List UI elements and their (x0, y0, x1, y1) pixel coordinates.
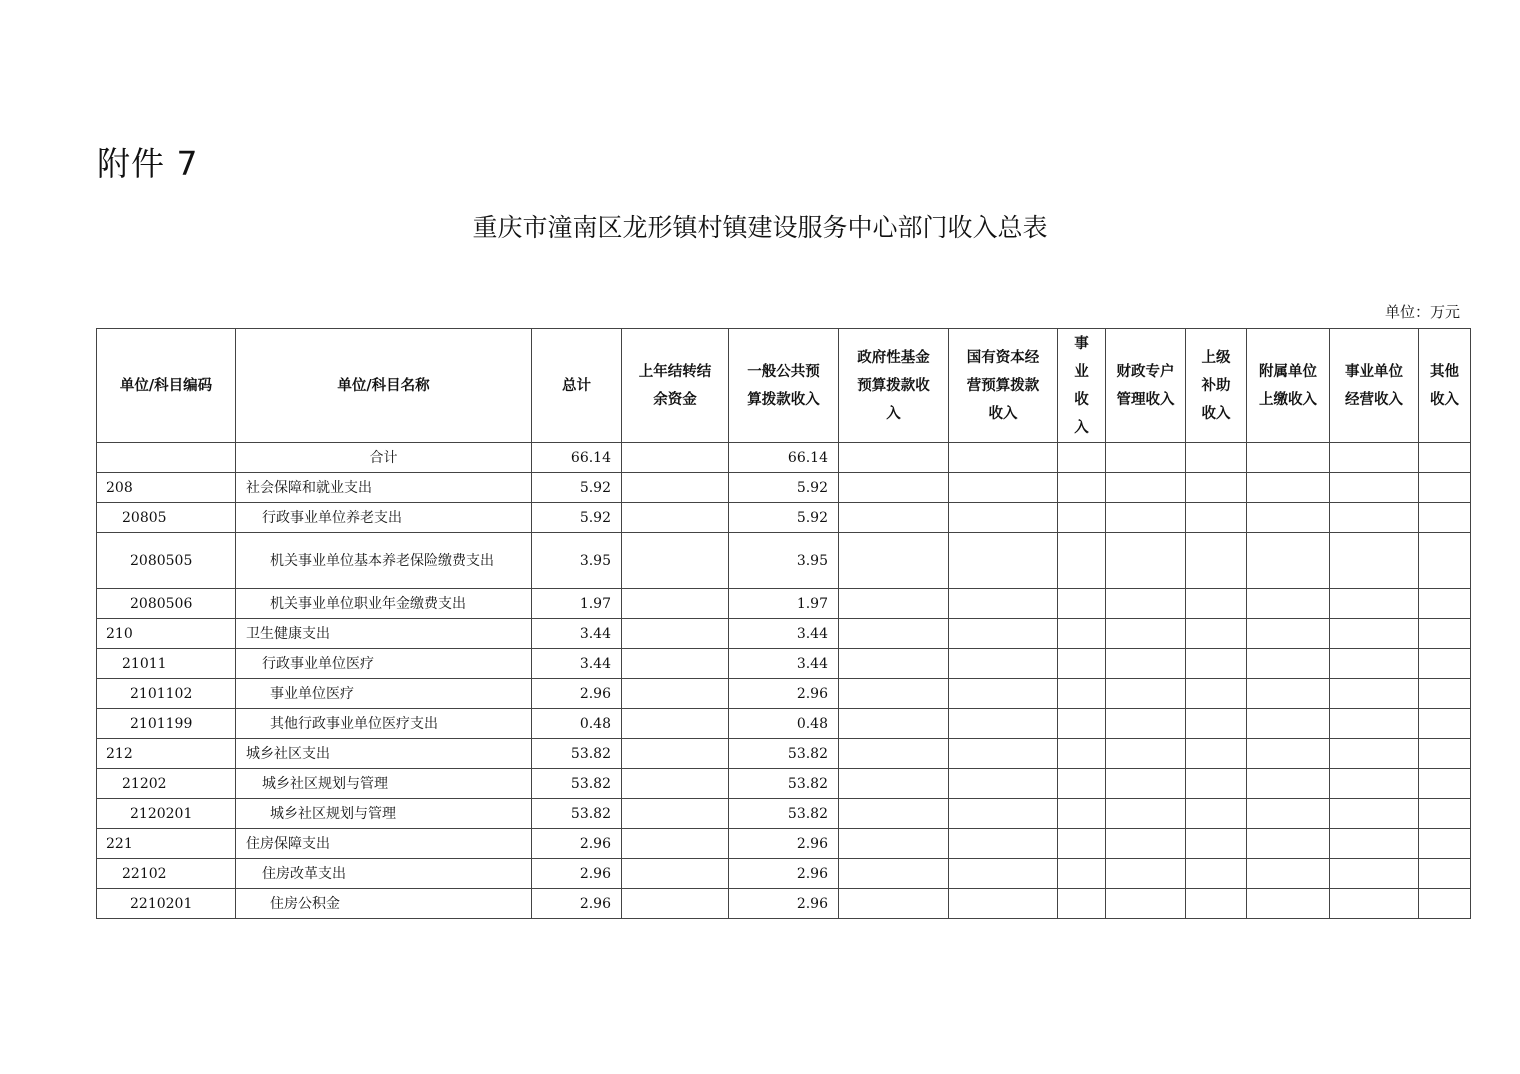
table-row (97, 769, 1471, 799)
attachment-label: 附件 7 (97, 144, 199, 183)
header-total: 总计 (532, 329, 622, 443)
row-code: 208 (97, 473, 236, 503)
row-total: 53.82 (532, 799, 622, 829)
table-row (97, 649, 1471, 679)
row-code: 2210201 (97, 889, 236, 919)
row-name: 机关事业单位职业年金缴费支出 (236, 589, 532, 619)
table-row (97, 709, 1471, 739)
row-total: 2.96 (532, 889, 622, 919)
row-total: 66.14 (532, 443, 622, 473)
header-fiscal-account: 财政专户管理收入 (1106, 329, 1186, 443)
row-total: 3.44 (532, 619, 622, 649)
row-general-budget: 3.44 (729, 619, 839, 649)
row-total: 2.96 (532, 829, 622, 859)
table-row (97, 533, 1471, 589)
row-code (97, 443, 236, 473)
row-name: 住房公积金 (236, 889, 532, 919)
row-name: 社会保障和就业支出 (236, 473, 532, 503)
row-name: 卫生健康支出 (236, 619, 532, 649)
row-name: 其他行政事业单位医疗支出 (236, 709, 532, 739)
table-row (97, 473, 1471, 503)
unit-label: 单位：万元 (1384, 303, 1460, 321)
row-general-budget: 66.14 (729, 443, 839, 473)
row-total: 5.92 (532, 503, 622, 533)
page-title: 重庆市潼南区龙形镇村镇建设服务中心部门收入总表 (472, 213, 1048, 242)
table-row (97, 859, 1471, 889)
row-general-budget: 3.44 (729, 649, 839, 679)
row-total: 3.44 (532, 649, 622, 679)
header-name: 单位/科目名称 (236, 329, 532, 443)
row-name: 机关事业单位基本养老保险缴费支出 (236, 533, 532, 589)
row-general-budget: 3.95 (729, 533, 839, 589)
row-code: 2080506 (97, 589, 236, 619)
header-state-capital: 国有资本经营预算拨款收入 (949, 329, 1058, 443)
row-name: 事业单位医疗 (236, 679, 532, 709)
row-total: 5.92 (532, 473, 622, 503)
table-row (97, 679, 1471, 709)
row-general-budget: 2.96 (729, 859, 839, 889)
row-general-budget: 2.96 (729, 679, 839, 709)
row-code: 2120201 (97, 799, 236, 829)
row-name: 合计 (236, 443, 532, 473)
row-name: 住房改革支出 (236, 859, 532, 889)
row-name: 行政事业单位养老支出 (236, 503, 532, 533)
row-total: 3.95 (532, 533, 622, 589)
row-general-budget: 53.82 (729, 769, 839, 799)
table-row (97, 799, 1471, 829)
row-total: 2.96 (532, 679, 622, 709)
row-code: 2101102 (97, 679, 236, 709)
table-row (97, 619, 1471, 649)
row-general-budget: 2.96 (729, 829, 839, 859)
header-carryover: 上年结转结余资金 (622, 329, 729, 443)
header-code: 单位/科目编码 (97, 329, 236, 443)
row-code: 22102 (97, 859, 236, 889)
header-affiliate: 附属单位上缴收入 (1247, 329, 1330, 443)
row-total: 1.97 (532, 589, 622, 619)
row-general-budget: 53.82 (729, 739, 839, 769)
table-row-total (97, 443, 1471, 473)
row-total: 2.96 (532, 859, 622, 889)
header-business: 事业收入 (1058, 329, 1106, 443)
row-total: 53.82 (532, 769, 622, 799)
row-general-budget: 2.96 (729, 889, 839, 919)
row-general-budget: 5.92 (729, 503, 839, 533)
row-code: 2101199 (97, 709, 236, 739)
header-other: 其他收入 (1419, 329, 1471, 443)
header-superior-subsidy: 上级补助收入 (1186, 329, 1247, 443)
row-code: 221 (97, 829, 236, 859)
row-general-budget: 1.97 (729, 589, 839, 619)
income-summary-table (96, 328, 1471, 919)
row-code: 20805 (97, 503, 236, 533)
row-general-budget: 5.92 (729, 473, 839, 503)
row-name: 行政事业单位医疗 (236, 649, 532, 679)
row-code: 21202 (97, 769, 236, 799)
row-name: 城乡社区规划与管理 (236, 799, 532, 829)
row-name: 城乡社区支出 (236, 739, 532, 769)
header-row (97, 329, 1471, 443)
table-row (97, 589, 1471, 619)
row-general-budget: 0.48 (729, 709, 839, 739)
table-row (97, 739, 1471, 769)
header-general-budget: 一般公共预算拨款收入 (729, 329, 839, 443)
table-row (97, 829, 1471, 859)
header-gov-fund: 政府性基金预算拨款收入 (839, 329, 949, 443)
row-code: 212 (97, 739, 236, 769)
row-code: 210 (97, 619, 236, 649)
row-code: 21011 (97, 649, 236, 679)
row-general-budget: 53.82 (729, 799, 839, 829)
row-name: 住房保障支出 (236, 829, 532, 859)
row-code: 2080505 (97, 533, 236, 589)
table-row (97, 889, 1471, 919)
row-total: 53.82 (532, 739, 622, 769)
row-total: 0.48 (532, 709, 622, 739)
header-operating: 事业单位经营收入 (1330, 329, 1419, 443)
row-name: 城乡社区规划与管理 (236, 769, 532, 799)
table-row (97, 503, 1471, 533)
